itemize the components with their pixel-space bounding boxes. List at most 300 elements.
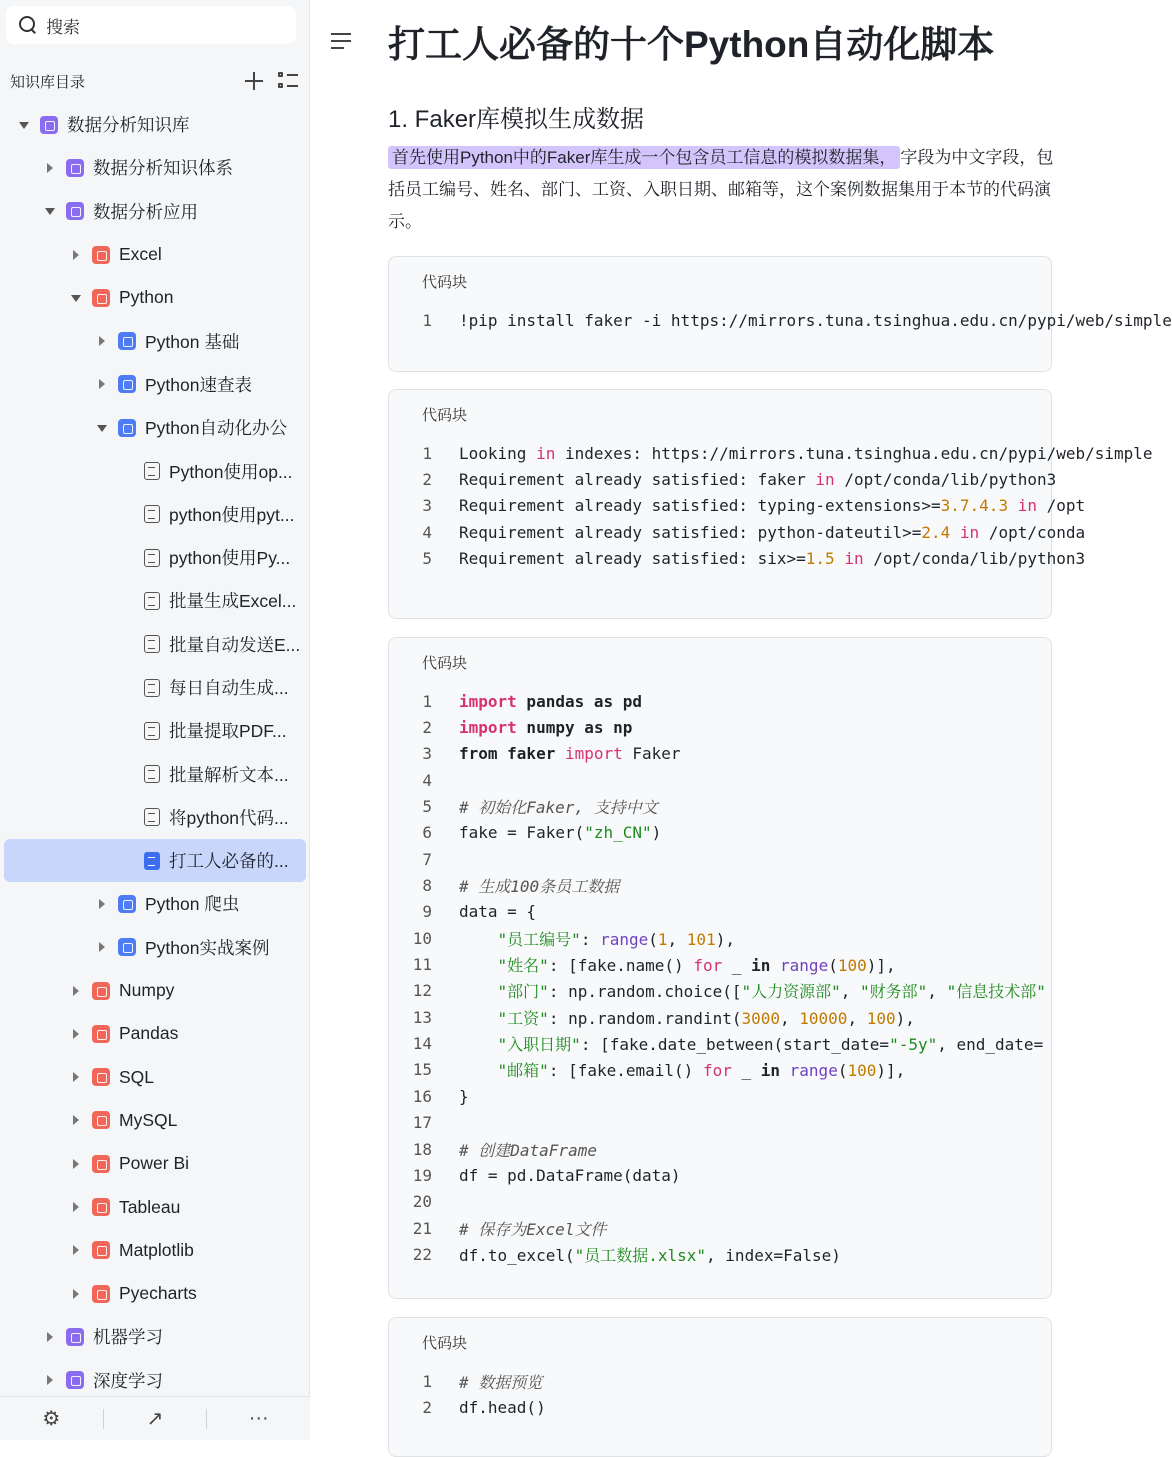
code-text	[459, 744, 681, 763]
tree-item[interactable]	[4, 839, 306, 882]
code-token: ,	[840, 982, 861, 1002]
tree-item-label: Matplotlib	[119, 1239, 194, 1260]
folder-icon	[66, 1328, 84, 1346]
code-line	[389, 1162, 1051, 1188]
code-token: 1.5	[805, 549, 835, 569]
tree-item[interactable]	[0, 926, 310, 969]
code-text	[459, 470, 1056, 489]
folder-icon	[118, 375, 136, 393]
tree-item-label: 数据分析知识体系	[93, 158, 233, 179]
folder-icon	[92, 1155, 110, 1173]
code-text	[459, 1087, 469, 1106]
tree-item-label: Excel	[119, 244, 162, 265]
tree-item-label: 打工人必备的...	[169, 851, 289, 872]
line-number: 3	[422, 496, 432, 516]
code-line	[389, 1368, 1051, 1394]
caret-right-icon[interactable]	[70, 985, 82, 997]
caret-right-icon[interactable]	[70, 1288, 82, 1300]
code-token: # 初始化Faker, 支持中文	[459, 798, 658, 818]
tree-item-label: 批量生成Excel...	[169, 591, 297, 612]
code-block[interactable]	[388, 256, 1172, 372]
tree-item[interactable]	[0, 579, 310, 622]
code-token: import	[459, 691, 517, 711]
code-token: Requirement already satisfied: faker	[459, 470, 816, 490]
code-token: # 创建DataFrame	[459, 1140, 597, 1160]
caret-right-icon[interactable]	[96, 898, 108, 910]
code-token: in	[536, 443, 556, 463]
code-token: "姓名"	[497, 956, 549, 976]
code-block[interactable]	[388, 637, 1052, 1299]
caret-right-icon[interactable]	[44, 1331, 56, 1343]
tree-item-label: Pyecharts	[119, 1283, 197, 1304]
code-token: # 数据预览	[459, 1372, 543, 1392]
code-block[interactable]	[388, 389, 1153, 619]
code-text	[459, 718, 632, 737]
code-token: 100	[837, 956, 867, 976]
tree-header-title: 知识库目录	[10, 73, 86, 91]
code-token: : np.random.randint(	[548, 1008, 742, 1028]
code-line	[389, 714, 1051, 740]
paragraph-text: 字段为中文字段，包括员工编号、姓名、部门、工资、入职日期、邮箱等，这个案例数据集用于本节的代码演示。	[388, 148, 1054, 231]
code-text	[459, 523, 1085, 542]
code-token: indexes: https://mirrors.tuna.tsinghua.edu.cn/pypi/web/simple	[555, 443, 1153, 463]
document-icon	[144, 549, 160, 567]
code-token: )	[651, 823, 662, 843]
knowledge-tree	[0, 103, 310, 1402]
caret-down-icon[interactable]	[96, 422, 108, 434]
tree-item[interactable]	[0, 449, 310, 492]
code-token	[835, 549, 845, 568]
code-line	[389, 951, 1051, 977]
tree-item[interactable]	[0, 319, 310, 362]
code-token: data = {	[459, 902, 537, 922]
code-token: in	[844, 549, 864, 569]
code-line	[389, 872, 1051, 898]
code-token: (	[828, 956, 838, 976]
tree-item-label: 数据分析知识库	[67, 115, 190, 136]
code-token: 2.4	[921, 522, 951, 542]
code-token: Requirement already satisfied: python-dateutil>=	[459, 522, 922, 542]
line-number: 14	[412, 1034, 432, 1054]
line-number: 8	[422, 876, 432, 896]
code-token: 1	[657, 929, 668, 949]
code-token	[459, 1009, 498, 1028]
code-token: for	[693, 956, 723, 976]
tree-item[interactable]	[0, 233, 310, 276]
code-token: "zh_CN"	[584, 823, 652, 843]
line-number: 17	[412, 1113, 432, 1133]
code-token	[950, 523, 960, 542]
code-token: df.head()	[459, 1398, 546, 1418]
code-block-label: 代码块	[422, 407, 468, 424]
code-text	[459, 902, 536, 921]
code-token: _	[731, 1061, 761, 1081]
code-token: : [fake.email()	[548, 1061, 703, 1081]
code-token: "人力资源部"	[741, 982, 841, 1002]
code-token: import	[459, 718, 517, 738]
code-line	[389, 1057, 1051, 1083]
tree-item[interactable]	[0, 406, 310, 449]
code-line	[389, 1189, 1051, 1215]
code-token: 10000	[799, 1008, 848, 1028]
code-text	[459, 1032, 1043, 1055]
code-line	[389, 1136, 1051, 1162]
code-token: ,	[927, 982, 947, 1002]
code-text	[459, 874, 619, 897]
tree-item-label: 机器学习	[93, 1327, 163, 1348]
caret-right-icon[interactable]	[96, 378, 108, 390]
line-number: 9	[422, 902, 432, 922]
line-number: 3	[422, 744, 432, 764]
code-token: "工资"	[497, 1008, 549, 1028]
code-token: 条员工数据	[539, 877, 620, 897]
caret-right-icon[interactable]	[70, 1158, 82, 1170]
code-token: :	[580, 929, 601, 949]
code-lines	[389, 688, 1051, 1268]
code-token: /opt	[1036, 496, 1086, 516]
line-number: 15	[412, 1060, 432, 1080]
code-token: "信息技术部"	[946, 982, 1046, 1002]
folder-icon	[118, 419, 136, 437]
code-token: fake = Faker(	[459, 823, 585, 843]
code-text	[459, 1398, 546, 1417]
code-token	[459, 930, 498, 949]
code-token	[459, 1035, 498, 1054]
outline-list-icon[interactable]	[276, 69, 300, 93]
code-token: range	[600, 929, 649, 949]
code-line	[389, 1241, 1051, 1267]
folder-icon	[92, 1285, 110, 1303]
tree-item-label: 将python代码...	[169, 807, 289, 828]
code-token	[459, 956, 498, 975]
tree-item-label: Python 爬虫	[145, 894, 240, 915]
code-token: in	[760, 1061, 781, 1081]
document-icon	[144, 852, 160, 870]
tree-item[interactable]	[0, 536, 310, 579]
code-line	[389, 767, 1051, 793]
tree-item-label: Python自动化办公	[145, 418, 287, 439]
highlighted-text: 首先使用Python中的Faker库生成一个包含员工信息的模拟数据集，	[388, 146, 900, 169]
code-token: in	[815, 470, 835, 490]
code-token: _	[722, 956, 752, 976]
tree-item[interactable]	[0, 1185, 310, 1228]
tree-item-label: Python速查表	[145, 374, 252, 395]
code-token: from faker	[459, 744, 565, 764]
code-text	[459, 549, 1085, 568]
document-icon	[144, 679, 160, 697]
code-token: in	[1017, 496, 1037, 516]
menu-icon[interactable]	[331, 33, 351, 51]
code-token: : [fake.date_between(start_date=	[580, 1035, 890, 1055]
code-line	[389, 899, 1051, 925]
code-token: Requirement already satisfied: typing-extensions>=	[459, 496, 941, 516]
folder-icon	[118, 895, 136, 913]
intro-paragraph	[388, 142, 1068, 238]
folder-icon	[92, 982, 110, 1000]
code-token: for	[702, 1061, 732, 1081]
document-icon	[144, 592, 160, 610]
folder-icon	[66, 1371, 84, 1389]
tree-item[interactable]	[0, 276, 310, 319]
caret-right-icon[interactable]	[70, 1201, 82, 1213]
page-title: 打工人必备的十个Python自动化脚本	[388, 24, 995, 65]
tree-item[interactable]	[0, 1099, 310, 1142]
line-number: 11	[412, 955, 432, 975]
code-token: Faker	[622, 744, 681, 764]
tree-item[interactable]	[0, 709, 310, 752]
code-token: , index=False)	[706, 1245, 841, 1265]
code-text	[459, 927, 735, 950]
code-token	[1008, 496, 1018, 515]
tree-item[interactable]	[0, 146, 310, 189]
code-token: ),	[895, 1008, 915, 1028]
sidebar	[0, 0, 310, 1440]
code-text	[459, 1138, 597, 1161]
tree-item-label: python使用pyt...	[169, 504, 295, 525]
caret-right-icon[interactable]	[70, 249, 82, 261]
code-line	[389, 307, 1172, 333]
tree-item-label: Python实战案例	[145, 937, 270, 958]
code-token: 3.7.4.3	[940, 496, 1009, 516]
code-line	[389, 1215, 1051, 1241]
code-token: /opt/conda/lib/python3	[863, 549, 1086, 569]
code-token	[780, 1061, 790, 1080]
tree-item[interactable]	[0, 1142, 310, 1185]
code-token	[770, 956, 780, 975]
caret-right-icon[interactable]	[70, 1114, 82, 1126]
folder-icon	[92, 289, 110, 307]
line-number: 13	[412, 1007, 432, 1027]
code-text	[459, 795, 658, 818]
code-token: 100	[510, 877, 540, 897]
tree-item-label: Tableau	[119, 1196, 181, 1217]
folder-icon	[118, 938, 136, 956]
code-token: 3000	[741, 1008, 780, 1028]
folder-icon	[40, 116, 58, 134]
caret-right-icon[interactable]	[70, 1244, 82, 1256]
search-placeholder: 搜索	[46, 17, 80, 37]
line-number: 22	[412, 1244, 432, 1264]
code-token: range	[780, 956, 829, 976]
tree-item-label: Python使用op...	[169, 461, 293, 482]
code-line	[389, 820, 1051, 846]
code-token: 100	[847, 1061, 877, 1081]
code-block-label: 代码块	[422, 1335, 468, 1352]
code-token	[459, 982, 498, 1001]
document-icon	[144, 505, 160, 523]
folder-icon	[92, 246, 110, 264]
code-token: numpy as np	[516, 718, 633, 738]
line-number: 19	[412, 1165, 432, 1185]
code-token: in	[959, 522, 980, 542]
line-number: 1	[422, 1371, 432, 1391]
code-token: import	[564, 744, 623, 764]
document-icon	[144, 808, 160, 826]
code-line	[389, 1030, 1051, 1056]
line-number: 4	[422, 770, 432, 790]
folder-icon	[66, 202, 84, 220]
tree-item-label: MySQL	[119, 1109, 178, 1130]
code-token: )],	[876, 1061, 906, 1081]
line-number: 7	[422, 849, 432, 869]
line-number: 21	[412, 1218, 432, 1238]
code-line	[389, 1394, 1051, 1420]
tree-item[interactable]	[0, 752, 310, 795]
tree-item[interactable]	[0, 103, 310, 146]
code-line	[389, 925, 1051, 951]
tree-item[interactable]	[0, 882, 310, 925]
line-number: 5	[422, 797, 432, 817]
code-token	[459, 1061, 498, 1080]
caret-right-icon[interactable]	[96, 941, 108, 953]
tree-item-label: Numpy	[119, 980, 175, 1001]
line-number: 6	[422, 823, 432, 843]
tree-item[interactable]	[0, 969, 310, 1012]
code-block[interactable]	[388, 1317, 1052, 1457]
code-line	[389, 1110, 1051, 1136]
tree-item[interactable]	[0, 190, 310, 233]
line-number: 1	[422, 443, 432, 463]
code-line	[389, 1004, 1051, 1030]
tree-item[interactable]	[0, 1272, 310, 1315]
code-token: "入职日期"	[497, 1035, 581, 1055]
caret-down-icon[interactable]	[70, 292, 82, 304]
code-token: , end_date=	[937, 1035, 1044, 1055]
code-lines	[389, 440, 1153, 572]
tree-item[interactable]	[0, 796, 310, 839]
search-input[interactable]	[6, 6, 296, 44]
code-line	[389, 846, 1051, 872]
code-token: ,	[667, 929, 687, 949]
tree-item-label: 数据分析应用	[93, 201, 198, 222]
folder-icon	[92, 1025, 110, 1043]
code-line	[389, 545, 1086, 571]
tree-item[interactable]	[0, 1229, 310, 1272]
code-line	[389, 741, 1051, 767]
code-text	[459, 1166, 681, 1185]
code-token: /opt/conda/lib/python3	[834, 470, 1057, 490]
tree-item[interactable]	[0, 363, 310, 406]
code-token: Requirement already satisfied: six>=	[459, 549, 806, 569]
code-lines	[389, 1368, 1051, 1421]
code-token: /opt/conda	[979, 522, 1086, 542]
code-text	[459, 979, 1046, 1002]
settings-icon[interactable]: ⚙	[42, 1408, 61, 1430]
caret-right-icon[interactable]	[96, 335, 108, 347]
code-text	[459, 1217, 606, 1240]
caret-right-icon[interactable]	[44, 162, 56, 174]
code-token: "财务部"	[860, 982, 928, 1002]
document-icon	[144, 765, 160, 783]
caret-down-icon[interactable]	[44, 205, 56, 217]
tree-item-label: 批量解析文本...	[169, 764, 289, 785]
code-token: 100	[866, 1008, 896, 1028]
tree-item[interactable]	[0, 493, 310, 536]
code-token: !pip install faker -i https://mirrors.tuna.tsinghua.edu.cn/pypi/web/simple	[459, 310, 1172, 330]
tree-item[interactable]	[0, 666, 310, 709]
tree-item-label: Pandas	[119, 1023, 179, 1044]
code-token: ,	[847, 1008, 867, 1028]
code-token: df.to_excel(	[459, 1245, 575, 1265]
document-icon	[144, 722, 160, 740]
line-number: 2	[422, 718, 432, 738]
code-text	[459, 823, 661, 842]
line-number: 5	[422, 549, 432, 569]
code-token: pandas as pd	[516, 691, 643, 711]
code-line	[389, 978, 1051, 1004]
tree-item[interactable]	[0, 1012, 310, 1055]
section-heading: 1. Faker库模拟生成数据	[388, 106, 645, 133]
code-lines	[389, 307, 1172, 333]
tree-item-label: 深度学习	[93, 1370, 163, 1391]
code-token: "员工数据.xlsx"	[574, 1245, 707, 1265]
line-number: 1	[422, 691, 432, 711]
add-icon[interactable]	[242, 69, 266, 93]
line-number: 16	[412, 1086, 432, 1106]
code-line	[389, 688, 1051, 714]
code-text	[459, 444, 1153, 463]
code-text	[459, 692, 642, 711]
folder-icon	[92, 1198, 110, 1216]
code-token: df = pd.DataFrame(data)	[459, 1165, 681, 1185]
code-token: (	[648, 929, 658, 949]
tree-item-label: 批量自动发送E...	[169, 634, 301, 655]
code-text	[459, 311, 1172, 330]
code-token: # 保存为Excel文件	[459, 1219, 607, 1239]
document-area	[311, 0, 1172, 1440]
code-line	[389, 1083, 1051, 1109]
code-token: : [fake.name()	[548, 956, 694, 976]
code-text	[459, 1006, 915, 1029]
folder-icon	[92, 1241, 110, 1259]
code-line	[389, 519, 1086, 545]
line-number: 1	[422, 310, 432, 330]
caret-down-icon[interactable]	[18, 119, 30, 131]
code-token: "-5y"	[889, 1035, 938, 1055]
code-token: "邮箱"	[497, 1061, 549, 1081]
folder-icon	[92, 1111, 110, 1129]
folder-icon	[66, 159, 84, 177]
tree-item-label: Power Bi	[119, 1153, 190, 1174]
tree-item[interactable]	[0, 1056, 310, 1099]
sidebar-bottom-bar	[0, 1396, 310, 1440]
code-line	[389, 793, 1051, 819]
code-token: Looking	[459, 443, 537, 463]
tree-item[interactable]	[0, 1315, 310, 1358]
folder-icon	[118, 332, 136, 350]
share-icon[interactable]: ↗	[146, 1408, 164, 1430]
code-token: in	[751, 956, 771, 976]
caret-right-icon[interactable]	[44, 1374, 56, 1386]
folder-icon	[92, 1068, 110, 1086]
tree-item-label: python使用Py...	[169, 548, 291, 569]
line-number: 18	[412, 1139, 432, 1159]
code-text	[459, 953, 896, 976]
code-line	[389, 493, 1086, 519]
caret-right-icon[interactable]	[70, 1028, 82, 1040]
line-number: 10	[412, 928, 432, 948]
tree-item-label: Python	[119, 287, 174, 308]
tree-item-label: 每日自动生成...	[169, 678, 289, 698]
line-number: 2	[422, 470, 432, 490]
more-icon[interactable]: ···	[248, 1407, 269, 1429]
caret-right-icon[interactable]	[70, 1071, 82, 1083]
code-text	[459, 1243, 841, 1266]
code-token: ),	[715, 929, 735, 949]
line-number: 2	[422, 1398, 432, 1418]
code-token: }	[459, 1086, 469, 1106]
tree-item[interactable]	[0, 623, 310, 666]
